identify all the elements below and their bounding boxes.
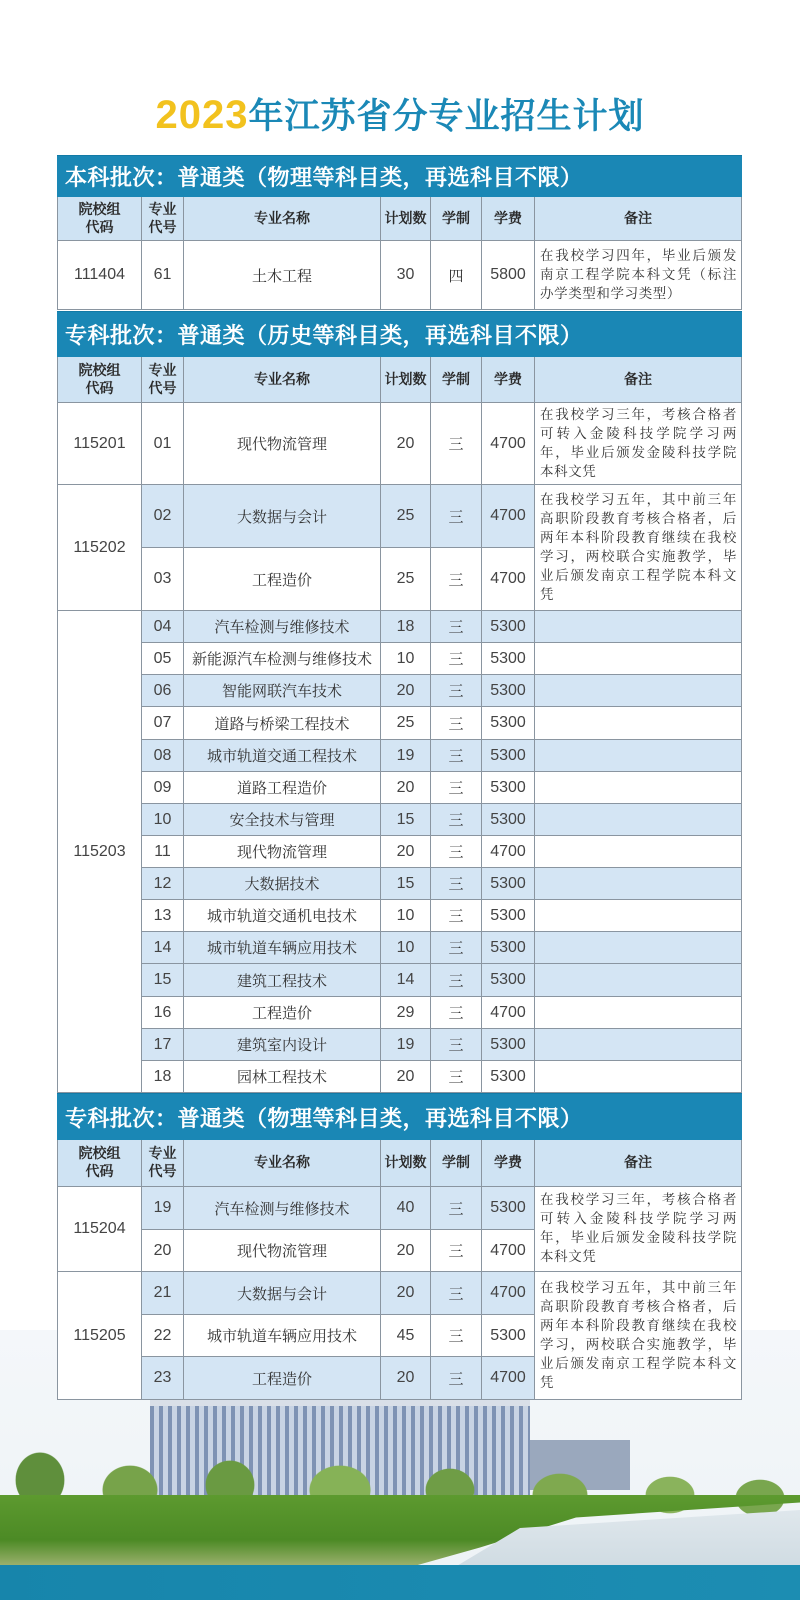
plan-count: 10: [381, 643, 431, 675]
major-code: 02: [142, 485, 184, 548]
remark-empty: [535, 932, 742, 964]
tuition-fee: 5300: [482, 1315, 535, 1357]
plan-count: 29: [381, 997, 431, 1029]
major-code: 13: [142, 900, 184, 932]
remark-empty: [535, 868, 742, 900]
group-code: 115202: [57, 485, 142, 611]
major-code: 17: [142, 1029, 184, 1061]
header-text: 代码: [85, 1164, 114, 1180]
header-text: 代号: [148, 1164, 177, 1180]
major-name: 工程造价: [184, 1357, 381, 1400]
tuition-fee: 5300: [482, 643, 535, 675]
column-header-group-code: [57, 1140, 142, 1187]
major-name: 大数据与会计: [184, 485, 381, 548]
plan-count: 20: [381, 836, 431, 868]
column-header-major-code: [142, 1140, 184, 1187]
study-years: 三: [431, 900, 482, 932]
major-name: 现代物流管理: [184, 1230, 381, 1272]
plan-count: 10: [381, 900, 431, 932]
major-code: 01: [142, 403, 184, 485]
column-header-major-name: 专业名称: [184, 197, 381, 241]
plan-count: 20: [381, 1061, 431, 1093]
column-header-group-code: [57, 197, 142, 241]
tuition-fee: 5300: [482, 900, 535, 932]
column-header-fee: 学费: [482, 357, 535, 403]
tuition-fee: 4700: [482, 1230, 535, 1272]
major-code: 19: [142, 1187, 184, 1230]
tuition-fee: 5300: [482, 740, 535, 772]
major-name: 道路工程造价: [184, 772, 381, 804]
column-header-plan: 计划数: [381, 357, 431, 403]
plan-count: 15: [381, 868, 431, 900]
tuition-fee: 4700: [482, 548, 535, 611]
plan-count: 15: [381, 804, 431, 836]
group-remark: 在我校学习四年，毕业后颁发南京工程学院本科文凭（标注办学类型和学习类型）: [535, 241, 742, 310]
remark-empty: [535, 964, 742, 997]
study-years: 三: [431, 1187, 482, 1230]
column-header-years: 学制: [431, 357, 482, 403]
tuition-fee: 4700: [482, 836, 535, 868]
remark-empty: [535, 707, 742, 740]
major-code: 10: [142, 804, 184, 836]
major-name: 城市轨道交通机电技术: [184, 900, 381, 932]
plan-count: 10: [381, 932, 431, 964]
group-remark: 在我校学习三年，考核合格者可转入金陵科技学院学习两年，毕业后颁发金陵科技学院本科文凭: [535, 1187, 742, 1272]
major-name: 汽车检测与维修技术: [184, 611, 381, 643]
major-name: 现代物流管理: [184, 403, 381, 485]
study-years: 三: [431, 548, 482, 611]
group-remark: 在我校学习五年，其中前三年高职阶段教育考核合格者，后两年本科阶段教育继续在我校学习，两校联合实施教学，毕业后颁发南京工程学院本科文凭: [535, 485, 742, 611]
study-years: 三: [431, 403, 482, 485]
column-header-years: 学制: [431, 197, 482, 241]
column-header-fee: 学费: [482, 197, 535, 241]
major-code: 08: [142, 740, 184, 772]
plan-count: 14: [381, 964, 431, 997]
plan-count: 25: [381, 485, 431, 548]
study-years: 三: [431, 707, 482, 740]
study-years: 三: [431, 1029, 482, 1061]
title-text: 年江苏省分专业招生计划: [248, 97, 645, 137]
study-years: 三: [431, 1230, 482, 1272]
major-code: 05: [142, 643, 184, 675]
remark-empty: [535, 997, 742, 1029]
group-code: 115201: [57, 403, 142, 485]
major-name: 智能网联汽车技术: [184, 675, 381, 707]
column-header-plan: 计划数: [381, 1140, 431, 1187]
column-header-remark: 备注: [535, 1140, 742, 1187]
tuition-fee: 5800: [482, 241, 535, 310]
major-code: 15: [142, 964, 184, 997]
major-name: 城市轨道车辆应用技术: [184, 932, 381, 964]
major-name: 土木工程: [184, 241, 381, 310]
major-code: 23: [142, 1357, 184, 1400]
study-years: 三: [431, 740, 482, 772]
plan-count: 25: [381, 707, 431, 740]
study-years: 三: [431, 772, 482, 804]
column-header-years: 学制: [431, 1140, 482, 1187]
study-years: 三: [431, 675, 482, 707]
study-years: 三: [431, 1061, 482, 1093]
remark-empty: [535, 643, 742, 675]
column-header-major-name: 专业名称: [184, 1140, 381, 1187]
column-header-remark: 备注: [535, 197, 742, 241]
plan-count: 30: [381, 241, 431, 310]
group-code: 115205: [57, 1272, 142, 1400]
remark-empty: [535, 1061, 742, 1093]
tuition-fee: 4700: [482, 403, 535, 485]
tuition-fee: 5300: [482, 1029, 535, 1061]
major-name: 建筑室内设计: [184, 1029, 381, 1061]
group-remark: 在我校学习三年，考核合格者可转入金陵科技学院学习两年，毕业后颁发金陵科技学院本科文凭: [535, 403, 742, 485]
study-years: 三: [431, 932, 482, 964]
tuition-fee: 4700: [482, 997, 535, 1029]
major-code: 06: [142, 675, 184, 707]
header-text: 专业: [148, 362, 177, 379]
header-text: 代号: [148, 219, 177, 236]
plan-count: 20: [381, 1272, 431, 1315]
plan-count: 20: [381, 675, 431, 707]
group-remark: 在我校学习五年，其中前三年高职阶段教育考核合格者，后两年本科阶段教育继续在我校学习，两校联合实施教学，毕业后颁发南京工程学院本科文凭: [535, 1272, 742, 1400]
major-name: 新能源汽车检测与维修技术: [184, 643, 381, 675]
remark-empty: [535, 740, 742, 772]
column-header-fee: 学费: [482, 1140, 535, 1187]
header-text: 代码: [85, 380, 114, 397]
plan-count: 25: [381, 548, 431, 611]
plan-count: 20: [381, 1230, 431, 1272]
study-years: 三: [431, 485, 482, 548]
remark-empty: [535, 836, 742, 868]
major-code: 14: [142, 932, 184, 964]
major-name: 大数据技术: [184, 868, 381, 900]
major-name: 建筑工程技术: [184, 964, 381, 997]
major-code: 18: [142, 1061, 184, 1093]
remark-empty: [535, 772, 742, 804]
tuition-fee: 4700: [482, 1272, 535, 1315]
tuition-fee: 5300: [482, 868, 535, 900]
remark-empty: [535, 804, 742, 836]
header-text: 代码: [85, 219, 114, 236]
column-header-plan: 计划数: [381, 197, 431, 241]
group-code: 111404: [57, 241, 142, 310]
study-years: 三: [431, 1272, 482, 1315]
major-code: 21: [142, 1272, 184, 1315]
plan-count: 19: [381, 1029, 431, 1061]
major-code: 22: [142, 1315, 184, 1357]
column-header-group-code: [57, 357, 142, 403]
remark-empty: [535, 900, 742, 932]
plan-count: 20: [381, 772, 431, 804]
plan-count: 19: [381, 740, 431, 772]
major-name: 安全技术与管理: [184, 804, 381, 836]
major-code: 20: [142, 1230, 184, 1272]
tuition-fee: 5300: [482, 611, 535, 643]
major-code: 04: [142, 611, 184, 643]
study-years: 三: [431, 804, 482, 836]
tuition-fee: 5300: [482, 1061, 535, 1093]
tuition-fee: 5300: [482, 932, 535, 964]
tuition-fee: 4700: [482, 485, 535, 548]
major-name: 现代物流管理: [184, 836, 381, 868]
title-year: 2023: [155, 93, 249, 137]
major-name: 工程造价: [184, 997, 381, 1029]
major-code: 09: [142, 772, 184, 804]
major-code: 03: [142, 548, 184, 611]
major-code: 61: [142, 241, 184, 310]
tuition-fee: 5300: [482, 707, 535, 740]
major-name: 城市轨道交通工程技术: [184, 740, 381, 772]
column-header-major-name: 专业名称: [184, 357, 381, 403]
column-header-remark: 备注: [535, 357, 742, 403]
plan-count: 45: [381, 1315, 431, 1357]
column-header-major-code: [142, 357, 184, 403]
plan-count: 20: [381, 1357, 431, 1400]
column-header-major-code: [142, 197, 184, 241]
tuition-fee: 4700: [482, 1357, 535, 1400]
section-header: 专科批次：普通类（物理等科目类，再选科目不限）: [57, 1093, 742, 1140]
section-header: 本科批次：普通类（物理等科目类，再选科目不限）: [57, 155, 742, 197]
tuition-fee: 5300: [482, 1187, 535, 1230]
group-code: 115204: [57, 1187, 142, 1272]
header-text: 代号: [148, 380, 177, 397]
major-name: 道路与桥梁工程技术: [184, 707, 381, 740]
study-years: 三: [431, 1357, 482, 1400]
plan-count: 40: [381, 1187, 431, 1230]
study-years: 三: [431, 836, 482, 868]
major-name: 工程造价: [184, 548, 381, 611]
header-text: 院校组: [78, 362, 121, 379]
plan-count: 20: [381, 403, 431, 485]
remark-empty: [535, 675, 742, 707]
section-header: 专科批次：普通类（历史等科目类，再选科目不限）: [57, 311, 742, 357]
study-years: 四: [431, 241, 482, 310]
tuition-fee: 5300: [482, 964, 535, 997]
page-title: [0, 92, 800, 140]
header-text: 院校组: [78, 201, 121, 218]
remark-empty: [535, 611, 742, 643]
remark-empty: [535, 1029, 742, 1061]
major-code: 16: [142, 997, 184, 1029]
major-name: 大数据与会计: [184, 1272, 381, 1315]
major-code: 11: [142, 836, 184, 868]
group-code: 115203: [57, 611, 142, 1093]
tuition-fee: 5300: [482, 804, 535, 836]
header-text: 专业: [148, 1146, 177, 1162]
study-years: 三: [431, 643, 482, 675]
study-years: 三: [431, 868, 482, 900]
major-code: 07: [142, 707, 184, 740]
header-text: 专业: [148, 201, 177, 218]
major-name: 城市轨道车辆应用技术: [184, 1315, 381, 1357]
bottom-band: [0, 1565, 800, 1600]
study-years: 三: [431, 1315, 482, 1357]
major-name: 汽车检测与维修技术: [184, 1187, 381, 1230]
study-years: 三: [431, 964, 482, 997]
tuition-fee: 5300: [482, 675, 535, 707]
major-name: 园林工程技术: [184, 1061, 381, 1093]
major-code: 12: [142, 868, 184, 900]
header-text: 院校组: [78, 1146, 121, 1162]
plan-count: 18: [381, 611, 431, 643]
study-years: 三: [431, 611, 482, 643]
tuition-fee: 5300: [482, 772, 535, 804]
study-years: 三: [431, 997, 482, 1029]
